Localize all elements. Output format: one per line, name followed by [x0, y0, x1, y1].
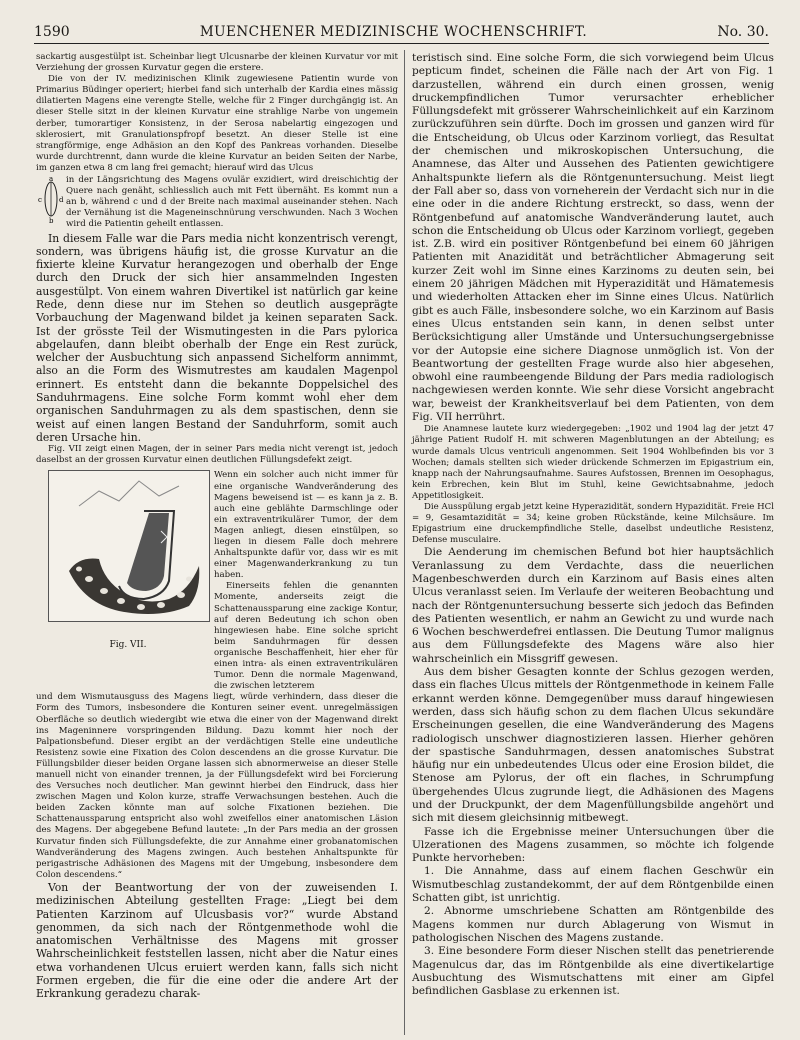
figure-caption: Fig. VII.	[109, 639, 147, 650]
suture-diagram-block	[36, 175, 398, 230]
paragraph: Von der Beantwortung der von der zuweisenden I. medizinischen Abteilung gestellten Frage: „Liegt bei dem Patienten Karzinom auf Ulcusbasis vor?“ wurde Abstand genommen, da sich nach der Röntgenmethode wohl die anatomischen Verhältnisse des Magens mit grosser Wahrscheinlichkeit feststellen lassen, nicht aber die Natur eines etwa vorhandenen Ulcus eruiert werden kann, falls sich nicht Formen ergeben, die für die eine oder die andere Art der Erkrankung geradezu charak-	[36, 880, 398, 1001]
paragraph: Aus dem bisher Gesagten konnte der Schlus gezogen werden, dass ein flaches Ulcus mittels der Röntgenmethode in keinem Falle erkannt werden könne. Demgegenüber muss darauf hingewiesen werden, dass sich häufig schon zu dem flachen Ulcus sekundäre Erscheinungen gesellen, die eine Wandveränderung des Magens radiologisch unschwer diagnostizieren lassen. Hierher gehören der spastische Sanduhrmagen, dessen anatomisches Substrat häufig nur ein unbedeutendes Ulcus oder eine Erosion bildet, die Stenose am Pylorus, der oft ein flaches, in Schrumpfung übergehendes Ulcus zugrunde liegt, die Adhäsionen des Magens und der Druckpunkt, der dem Magenfüllungsbilde angehört und sich mit diesem gleichsinnig mitbewegt.	[412, 666, 774, 825]
diagram-label-a: a	[49, 175, 54, 184]
issue-number: No. 30.	[717, 24, 769, 40]
page-number: 1590	[34, 24, 70, 40]
paragraph: sackartig ausgestülpt ist. Scheinbar liegt Ulcusnarbe der kleinen Kurvatur vor mit Verziehung der grossen Kurvatur gegen die erstere.	[36, 52, 398, 74]
list-item: 3. Eine besondere Form dieser Nischen stellt das penetrierende Magenulcus dar, das im Röntgenbilde als eine divertikelartige Ausbuchtung des Wismutschattens mit einer am Gipfel befindlichen Gasblase zu erkennen ist.	[412, 945, 774, 998]
paragraph: und dem Wismutausguss des Magens liegt, würde verhindern, dass dieser die Form des Tumors, insbesondere die Konturen seiner event. unregelmässigen Oberfläche so deutlich wiedergibt wie etwa die einer von der Magenwand direkt ins Mageninnere vorspringenden Bildung. Dazu kommt hier noch der Palpationsbefund. Dieser ergibt an der verdächtigen Stelle eine undeutliche Resistenz sowie eine Fixation des Colon descendens an die grosse Kurvatur. Die Füllungsbilder dieser beiden Organe lassen sich abnormerweise an dieser Stelle manuell nicht von einander trennen, ja der Füllungsdefekt wird bei Forcierung des Versuches noch deutlicher. Man gewinnt hierbei den Eindruck, dass hier zwischen Magen und Kolon kurze, straffe Verwachsungen bestehen. Auch die beiden Zacken könnte man auf solche Fixationen beziehen. Die Schattenaussparung entspricht also wohl zweifellos einer anatomischen Läsion des Magens. Der abgegebene Befund lautete: „In der Pars media an der grossen Kurvatur finden sich Füllungsdefekte, die zur Annahme einer grobanatomischen Wandveränderung des Magens zwingen. Auch bestehen Anhaltspunkte für perigastrische Adhäsionen des Magens mit der Umgebung, insbesondere dem Colon descendens.“	[36, 692, 398, 880]
column-divider	[404, 50, 405, 1035]
paragraph: Wenn ein solcher auch nicht immer für eine organische Wandveränderung des Magens beweisend ist — es kann ja z. B. auch eine geblähte Darmschlinge oder ein extraventrikulärer Tumor, der dem Magen anliegt, diesen einstülpen, so liegen in diesem Falle doch mehrere Anhaltspunkte dafür vor, dass wir es mit einer Magenwanderkrankung zu tun haben.	[214, 470, 398, 581]
left-column	[36, 52, 398, 1001]
diagram-label-c: c	[38, 196, 42, 205]
diagram-label-b: b	[49, 217, 54, 224]
list-item: 2. Abnorme umschriebene Schatten am Röntgenbilde des Magens kommen nur durch Ablagerung von Wismut in pathologischen Nischen des Magens zustande.	[412, 905, 774, 944]
paragraph: Fig. VII zeigt einen Magen, der in seiner Pars media nicht verengt ist, jedoch daselbst an der grossen Kurvatur einen deutlichen Füllungsdefekt zeigt.	[36, 444, 398, 466]
suture-diagram	[36, 175, 66, 223]
list-item: 1. Die Annahme, dass auf einem flachen Geschwür ein Wismutbeschlag zustandekommt, der auf dem Röntgenbilde einen Schatten gibt, ist unrichtig.	[412, 865, 774, 905]
page-header	[34, 18, 769, 44]
paragraph: Die Aenderung im chemischen Befund bot hier hauptsächlich Veranlassung zu dem Verdachte, dass die neuerlichen Magenbeschwerden durch ein Karzinom auf Basis eines alten Ulcus veranlasst seien. Im Verlaufe der weiteren Beobachtung und nach der Röntgenuntersuchung besserte sich jedoch das Befinden des Patienten wesentlich, er nahm an Gewicht zu und wurde nach 6 Wochen beschwerdefrei entlassen. Die Deutung Tumor malignus aus dem Füllungsdefekte des Magens wäre also hier wahrscheinlich ein Missgriff gewesen.	[412, 546, 774, 665]
xray-figure-image	[48, 470, 210, 622]
paragraph: Die Anamnese lautete kurz wiedergegeben: „1902 und 1904 lag der jetzt 47 jährige Patient Rudolf H. mit schweren Magenblutungen an der Abteilung; es wurde damals Ulcus ventriculi angenommen. Seit 1904 Wohlbefinden bis vor 3 Wochen; damals stellten sich wieder drückende Schmerzen im Epigastrium ein, knapp nach der Nahrungsaufnahme. Saures Aufstossen, Brennen im Oesophagus, kein Erbrechen, kein Blut im Stuhl, keine Gewichtsabnahme, jedoch Appetitlosigkeit.	[412, 424, 774, 501]
journal-title: MUENCHENER MEDIZINISCHE WOCHENSCHRIFT.	[199, 24, 588, 40]
paragraph: Die Ausspülung ergab jetzt keine Hyperazidität, sondern Hypazidität. Freie HCl = 9, Gesamtazidität = 34; keine groben Rückstände, keine Milchsäure. Im Epigastrium eine druckempfindliche Stelle, daselbst undeutliche Resistenz, Defense musculaire.	[412, 501, 774, 546]
paragraph: Die von der IV. medizinischen Klinik zugewiesene Patientin wurde von Primarius Büdinger operiert; hierbei fand sich unterhalb der Kardia eines mässig dilatierten Magens eine verengte Stelle, welche für 2 Finger durchgängig ist. An dieser Stelle sitzt in der kleinen Kurvatur eine strahlige Narbe von ungemein derber, tumorartiger Konsistenz, in der Serosa nabelartig eingezogen und sklerosiert, mit Granulationspfropf besetzt. An dieser Stelle ist eine strangförmige, enge Adhäsion an den Kopf des Pankreas vorhanden. Dieselbe wurde durchtrennt, dann wurde die kleine Kurvatur an beiden Seiten der Narbe, im ganzen etwa 8 cm lang frei gemacht; hierauf wird das Ulcus	[36, 74, 398, 173]
paragraph: Einerseits fehlen die genannten Momente, anderseits zeigt die Schattenaussparung eine zackige Kontur, auf deren Bedeutung ich schon oben hingewiesen habe. Eine solche spricht beim Sanduhrmagen für dessen organische Beschaffenheit, hier eher für einen intra- als einen extraventrikulären Tumor. Denn die normale Magenwand, die zwischen letzterem	[214, 581, 398, 692]
paragraph: In diesem Falle war die Pars media nicht konzentrisch verengt, sondern, was übrigens häufig ist, die grosse Kurvatur an die fixierte kleine Kurvatur herangezogen und oberhalb der Enge durch den Druck der sich hier ansammelnden Ingesten ausgestülpt. Von einem wahren Divertikel ist natürlich gar keine Rede, denn diese nur im Stehen so deutlich ausgeprägte Vorbauchung der Magenwand bildet ja keinen separaten Sack. Ist der grösste Teil der Wismutingesten in die Pars pylorica abgelaufen, dann bleibt oberhalb der Enge ein Rest zurück, welcher der Ausbuchtung sich anpassend Sichelform annimmt, also an die Form des Wismutrestes am kaudalen Magenpol erinnert. Es entsteht dann die bekannte Doppelsichel des Sanduhrmagens. Eine solche Form kommt wohl eher dem organischen Sanduhrmagen zu als dem spastischen, denn sie weist auf einen langen Bestand der Sanduhrform, somit auch deren Ursache hin.	[36, 231, 398, 444]
figure-vii	[36, 470, 211, 692]
paragraph: in der Längsrichtung des Magens ovulär exzidiert, wird dreischichtig der Quere nach genäht, schliesslich auch mit Fett übernäht. Es kommt nun a an b, während c und d der Breite nach maximal auseinander stehen. Nach der Vernähung ist die Mageneinschnürung verschwunden. Nach 3 Wochen wird die Patientin geheilt entlassen.	[66, 175, 398, 230]
paragraph: teristisch sind. Eine solche Form, die sich vorwiegend beim Ulcus pepticum findet, scheinen die Fälle nach der Art von Fig. 1 darzustellen, während ein durch einen grossen, wenig druckempfindlichen Tumor verursachter erheblicher Füllungsdefekt mit grösserer Wahrscheinlichkeit auf ein Karzinom zurückzuführen sein dürfte. Doch im grossen und ganzen wird für die Entscheidung, ob Ulcus oder Karzinom vorliegt, das Resultat der chemischen und mikroskopischen Untersuchung, die Anamnese, das Alter und Aussehen des Patienten gewichtigere Anhaltspunkte liefern als die Röntgenuntersuchung. Meist liegt der Fall aber so, dass von vorneherein der Verdacht sich nur in die eine oder in die andere Richtung erstreckt, so dass, wenn der Röntgenbefund auf anatomische Wandveränderung lautet, auch schon die Entscheidung ob Ulcus oder Karzinom vorliegt, gegeben ist. Z.B. wird ein positiver Röntgenbefund bei einem 60 jährigen Patienten mit Anazidität und beträchtlicher Abmagerung seit kurzer Zeit wohl im Sinne eines Karzinoms zu deuten sein, bei einem 20 jährigen Mädchen mit Hyperazidität und Hämatemesis und wiederholten Attacken eher im Sinne eines Ulcus. Natürlich gibt es auch Fälle, insbesondere solche, wo ein Karzinom auf Basis eines Ulcus entstanden sein kann, in denen selbst unter Berücksichtigung aller Umstände und Untersuchungsergebnisse vor der Autopsie eine sichere Diagnose unmöglich ist. Von der Beantwortung der gestellten Frage wurde also hier abgesehen, obwohl eine raumbeengende Bildung der Pars media radiologisch nachgewiesen werden konnte. Wie sehr diese Vorsicht angebracht war, beweist der Krankheitsverlauf bei dem Patienten, von dem Fig. VII herrührt.	[412, 52, 774, 424]
paragraph: Fasse ich die Ergebnisse meiner Untersuchungen über die Ulzerationen des Magens zusammen, so möchte ich folgende Punkte hervorheben:	[412, 825, 774, 865]
right-column	[412, 52, 774, 998]
figure-side-text	[211, 470, 398, 692]
figure-row	[36, 470, 398, 692]
diagram-label-d: d	[59, 196, 64, 205]
